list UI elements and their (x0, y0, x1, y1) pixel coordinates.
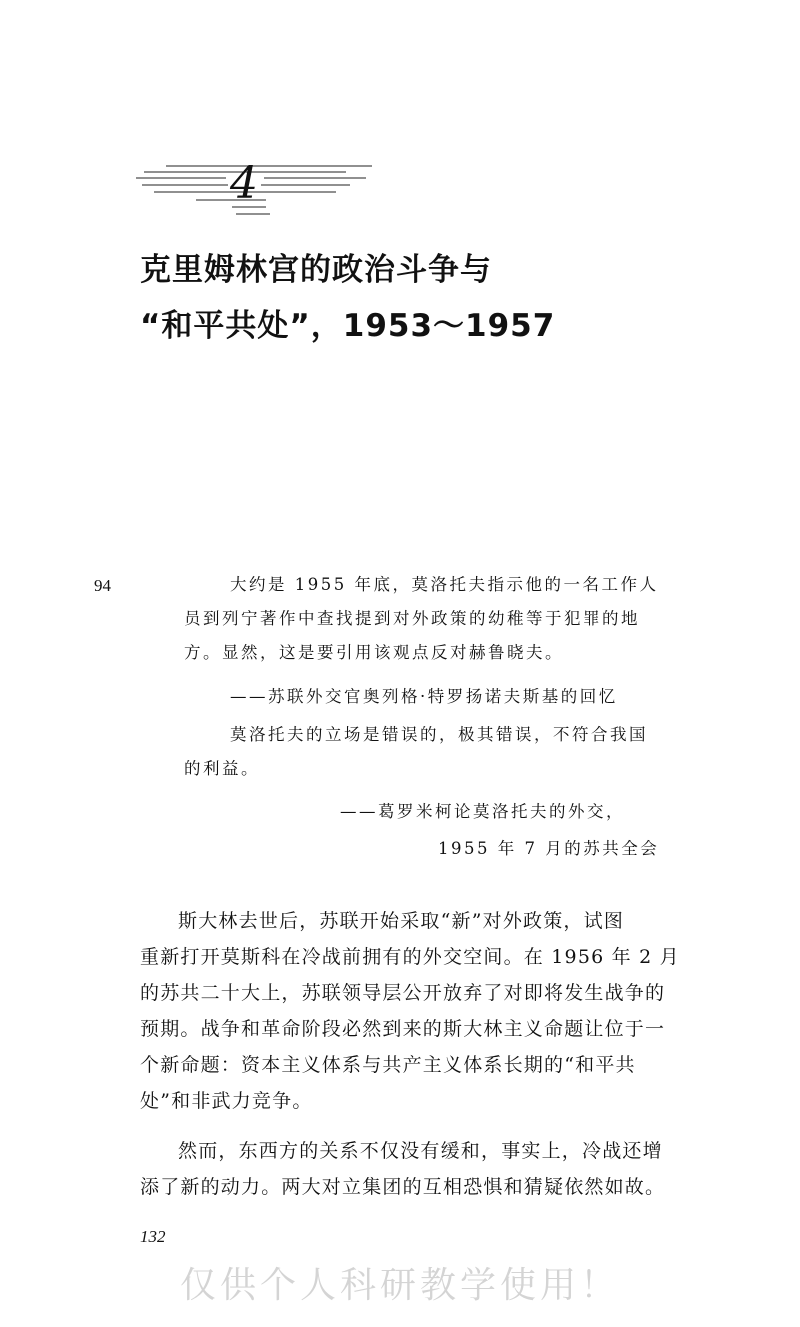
epigraph-1-line-1: 大约是 1955 年底，莫洛托夫指示他的一名工作人 (230, 575, 659, 594)
paragraph-1-line-2: 重新打开莫斯科在冷战前拥有的外交空间。在 1956 年 2 月 (140, 946, 680, 968)
epigraph-1-line-3: 方。显然，这是要引用该观点反对赫鲁晓夫。 (184, 643, 564, 662)
chapter-number: 4 (230, 158, 258, 209)
chapter-title-line-2: “和平共处”，1953～1957 (140, 308, 556, 344)
paragraph-1-line-4: 预期。战争和革命阶段必然到来的斯大林主义命题让位于一 (140, 1018, 666, 1040)
paragraph-1-line-1: 斯大林去世后，苏联开始采取“新”对外政策，试图 (178, 910, 625, 932)
paragraph-2-line-1: 然而，东西方的关系不仅没有缓和，事实上，冷战还增 (178, 1140, 663, 1162)
epigraph-1-line-2: 员到列宁著作中查找提到对外政策的幼稚等于犯罪的地 (184, 609, 640, 628)
watermark: 仅供个人科研教学使用！ (179, 1265, 620, 1306)
margin-page-reference: 94 (94, 576, 111, 595)
chapter-number-ornament (136, 152, 376, 222)
paragraph-1-line-5: 个新命题：资本主义体系与共产主义体系长期的“和平共 (140, 1054, 636, 1076)
epigraph-2-attribution-line-1: ——葛罗米柯论莫洛托夫的外交， (340, 802, 625, 821)
epigraph-2-line-1: 莫洛托夫的立场是错误的，极其错误，不符合我国 (230, 725, 648, 744)
epigraph-2-attribution-line-2: 1955 年 7 月的苏共全会 (438, 839, 660, 858)
chapter-title (140, 242, 555, 354)
page-number: 132 (140, 1227, 166, 1246)
chapter-title-line-1: 克里姆林宫的政治斗争与 (140, 252, 492, 288)
epigraph-2-line-2: 的利益。 (184, 759, 260, 778)
paragraph-1-line-3: 的苏共二十大上，苏联领导层公开放弃了对即将发生战争的 (140, 982, 666, 1004)
epigraph-1-attribution: ——苏联外交官奥列格·特罗扬诺夫斯基的回忆 (230, 687, 618, 706)
paragraph-2-line-2: 添了新的动力。两大对立集团的互相恐惧和猜疑依然如故。 (140, 1176, 666, 1198)
paragraph-1-line-6: 处”和非武力竞争。 (140, 1090, 313, 1112)
